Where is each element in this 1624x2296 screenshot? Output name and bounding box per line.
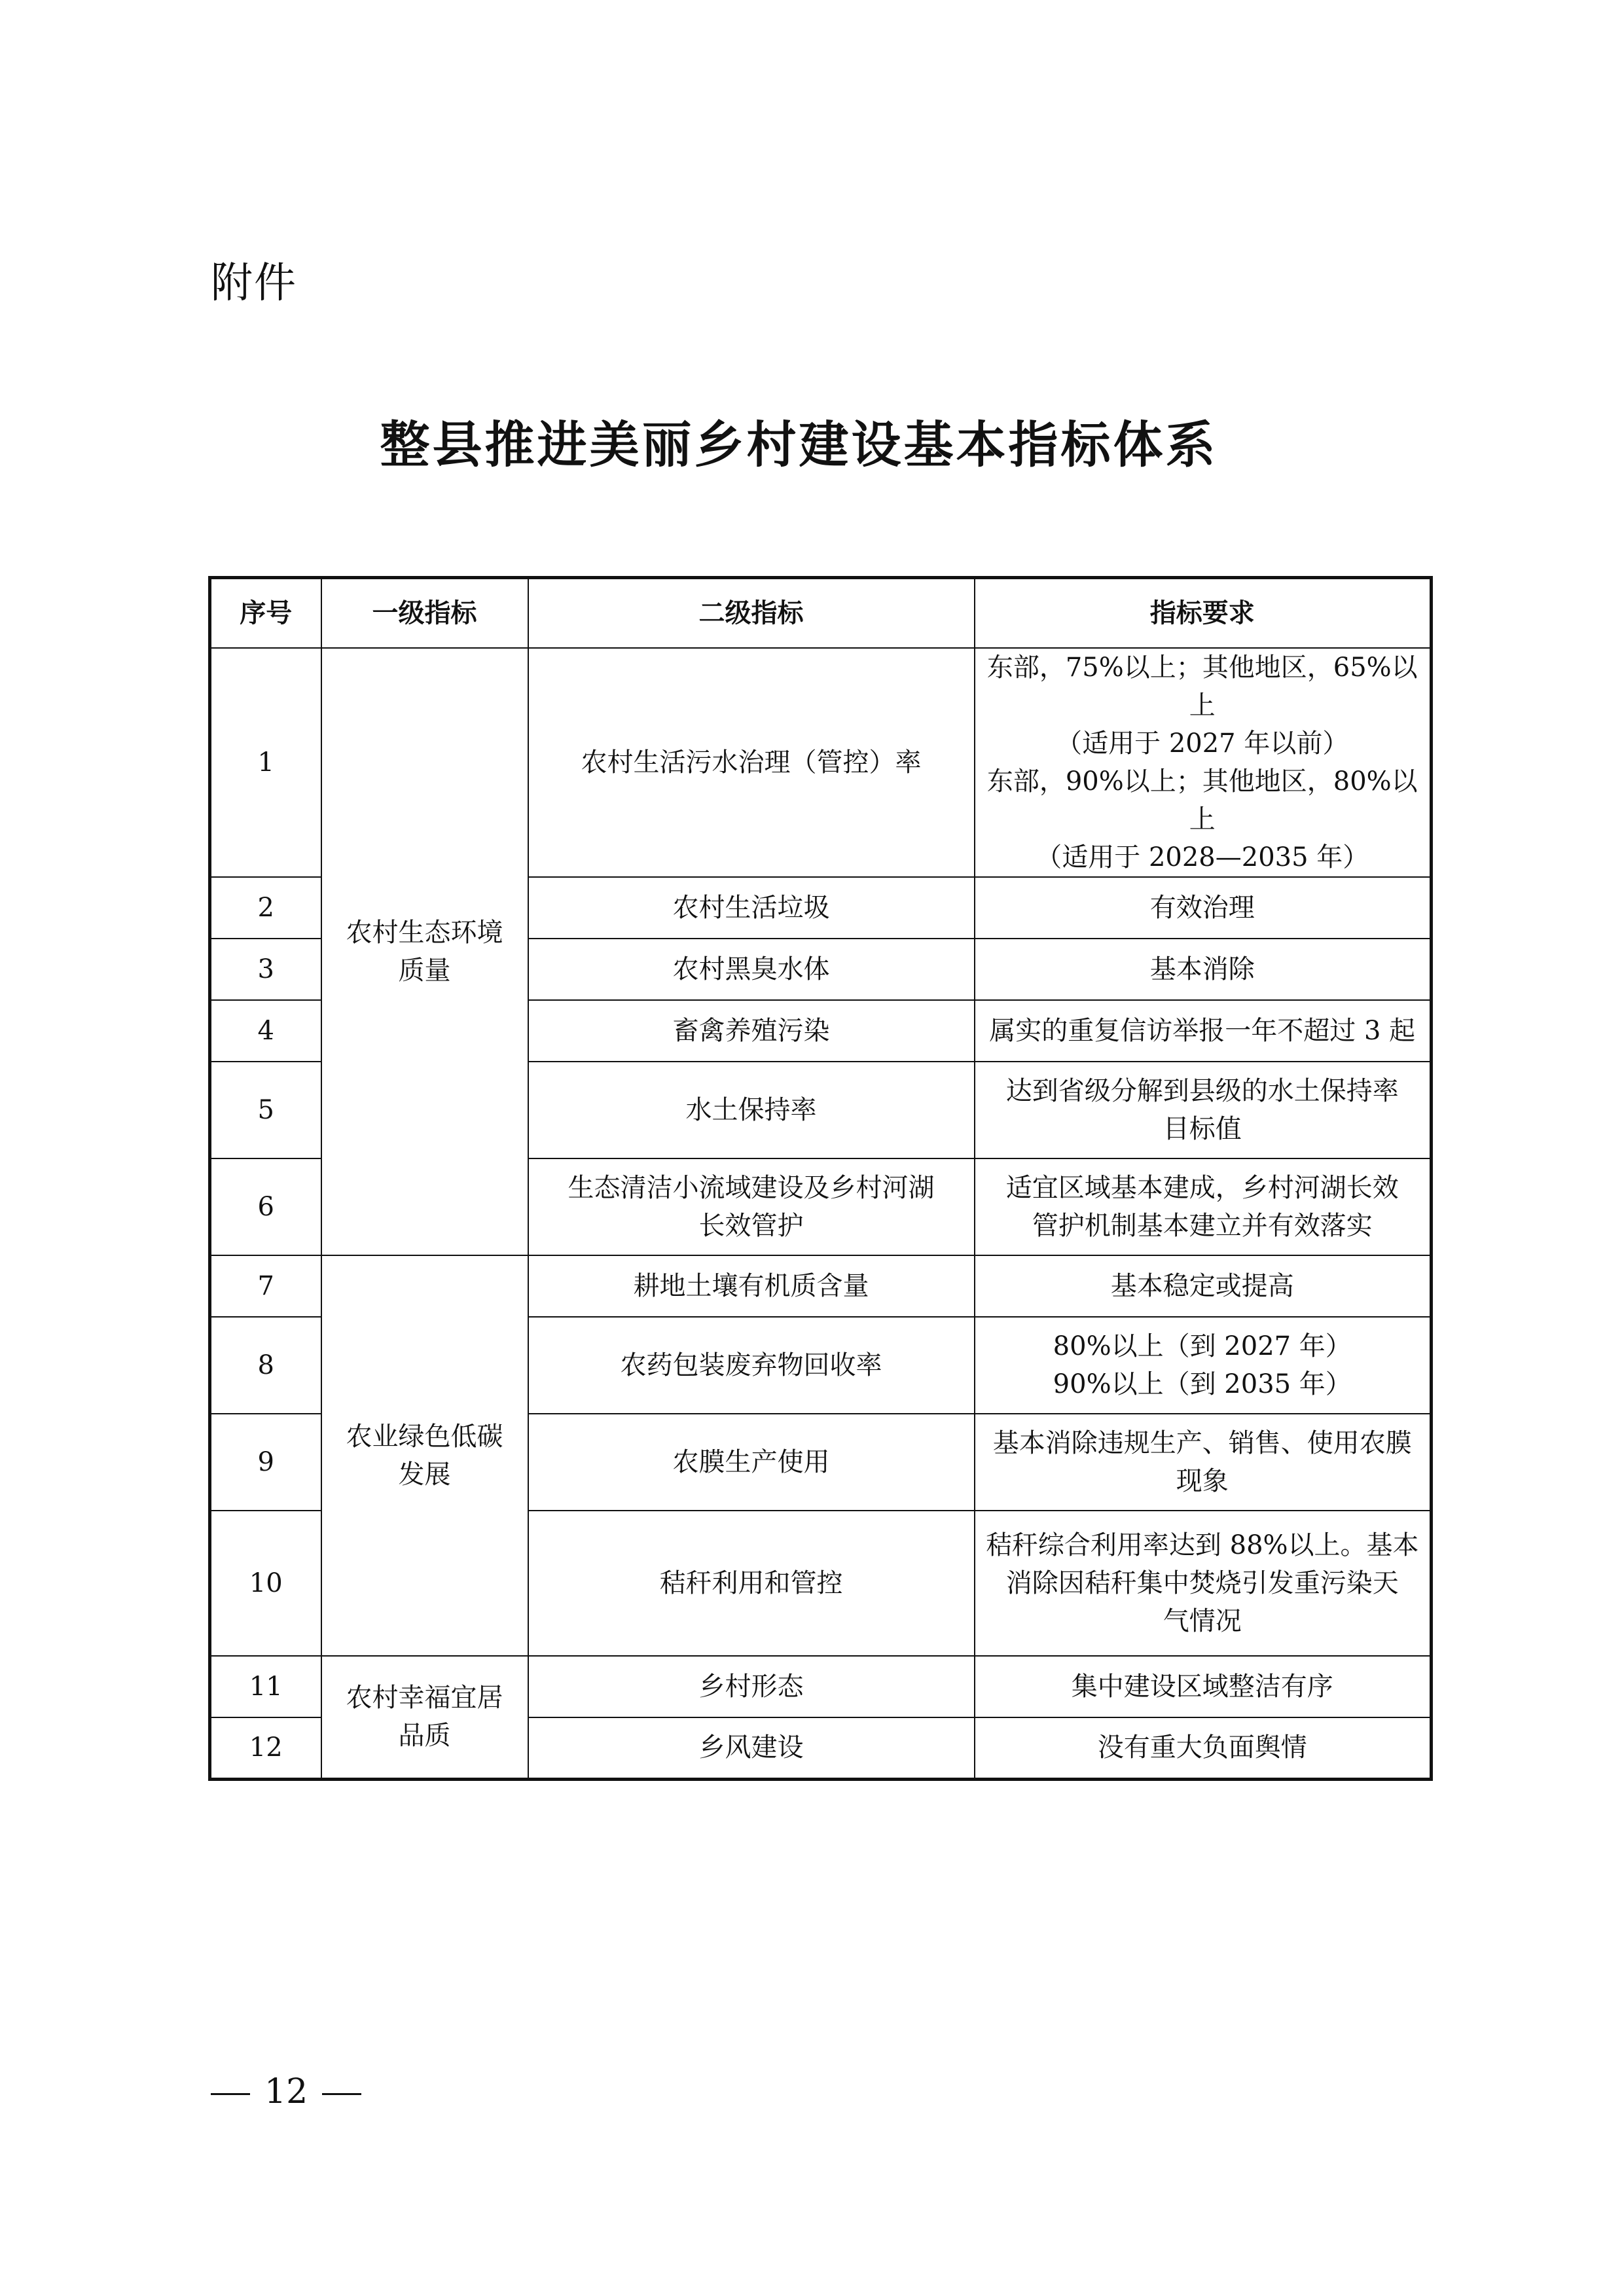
requirement-line: 东部，90%以上；其他地区，80%以上: [986, 766, 1418, 834]
requirement-cell: [975, 1511, 1432, 1656]
requirement-line: 适宜区域基本建成，乡村河湖长效: [1005, 1173, 1399, 1203]
seq-cell: 7: [210, 1255, 321, 1317]
level1-cell: [321, 1255, 528, 1656]
level2-cell: 农药包装废弃物回收率: [528, 1317, 975, 1414]
seq-cell: 8: [210, 1317, 321, 1414]
level2-cell: 秸秆利用和管控: [528, 1511, 975, 1656]
requirement-line: 气情况: [1163, 1606, 1242, 1636]
requirement-line: 90%以上（到 2035 年）: [1053, 1369, 1352, 1399]
seq-cell: 6: [210, 1158, 321, 1255]
level2-cell: 农村黑臭水体: [528, 939, 975, 1000]
level1-group-label: 农业绿色低碳发展: [346, 1422, 503, 1490]
header-seq: 序号: [210, 578, 321, 649]
requirement-line: 80%以上（到 2027 年）: [1053, 1331, 1352, 1361]
requirement-cell: [975, 648, 1432, 877]
level2-line: 生态清洁小流域建设及乡村河湖: [568, 1173, 935, 1203]
attachment-label: 附件: [211, 259, 297, 308]
table-row: [210, 648, 1432, 877]
footer-dash-left: [211, 2093, 250, 2095]
requirement-cell: [975, 1414, 1432, 1511]
level2-cell: [528, 1158, 975, 1255]
table-row: [210, 1255, 1432, 1317]
requirement-cell: 基本消除: [975, 939, 1432, 1000]
table-row: [210, 1656, 1432, 1717]
level2-cell: 乡风建设: [528, 1717, 975, 1779]
seq-cell: 11: [210, 1656, 321, 1717]
page-footer: [211, 2068, 376, 2115]
requirement-cell: 集中建设区域整洁有序: [975, 1656, 1432, 1717]
requirement-line: （适用于 2028—2035 年）: [1036, 842, 1369, 872]
requirement-cell: [975, 1158, 1432, 1255]
header-level1: 一级指标: [321, 578, 528, 649]
requirement-line: 现象: [1176, 1466, 1229, 1496]
requirement-cell: [975, 1317, 1432, 1414]
requirement-line: 东部，75%以上；其他地区，65%以上: [986, 653, 1418, 721]
level2-cell: 农村生活污水治理（管控）率: [528, 648, 975, 877]
indicator-table: [208, 576, 1433, 1781]
footer-dash-right: [322, 2093, 361, 2095]
level1-cell: [321, 648, 528, 1255]
seq-cell: 2: [210, 877, 321, 939]
level1-group-label: 农村生态环境质量: [346, 918, 503, 986]
level2-cell: 畜禽养殖污染: [528, 1000, 975, 1062]
seq-cell: 4: [210, 1000, 321, 1062]
level2-cell: 水土保持率: [528, 1062, 975, 1158]
level1-group-label: 农村幸福宜居品质: [346, 1683, 503, 1751]
requirement-cell: 属实的重复信访举报一年不超过 3 起: [975, 1000, 1432, 1062]
requirement-line: （适用于 2027 年以前）: [1056, 728, 1349, 759]
seq-cell: 5: [210, 1062, 321, 1158]
level2-cell: 耕地土壤有机质含量: [528, 1255, 975, 1317]
page-number: 12: [264, 2072, 308, 2111]
requirement-cell: 基本稳定或提高: [975, 1255, 1432, 1317]
seq-cell: 9: [210, 1414, 321, 1511]
level2-line: 长效管护: [698, 1211, 804, 1241]
header-requirement: 指标要求: [975, 578, 1432, 649]
seq-cell: 3: [210, 939, 321, 1000]
table-header-row: [210, 578, 1432, 649]
seq-cell: 1: [210, 648, 321, 877]
header-level2: 二级指标: [528, 578, 975, 649]
requirement-line: 基本消除违规生产、销售、使用农膜: [992, 1428, 1412, 1458]
requirement-cell: 有效治理: [975, 877, 1432, 939]
level2-cell: 农村生活垃圾: [528, 877, 975, 939]
requirement-line: 达到省级分解到县级的水土保持率: [1005, 1076, 1399, 1106]
seq-cell: 12: [210, 1717, 321, 1779]
requirement-cell: 没有重大负面舆情: [975, 1717, 1432, 1779]
page-title: 整县推进美丽乡村建设基本指标体系: [380, 416, 1218, 474]
requirement-line: 消除因秸秆集中焚烧引发重污染天: [1005, 1568, 1399, 1598]
level2-cell: 乡村形态: [528, 1656, 975, 1717]
level2-cell: 农膜生产使用: [528, 1414, 975, 1511]
requirement-line: 秸秆综合利用率达到 88%以上。基本: [985, 1530, 1419, 1560]
seq-cell: 10: [210, 1511, 321, 1656]
requirement-line: 管护机制基本建立并有效落实: [1032, 1211, 1373, 1241]
level1-cell: [321, 1656, 528, 1779]
requirement-line: 目标值: [1163, 1114, 1242, 1144]
requirement-cell: [975, 1062, 1432, 1158]
